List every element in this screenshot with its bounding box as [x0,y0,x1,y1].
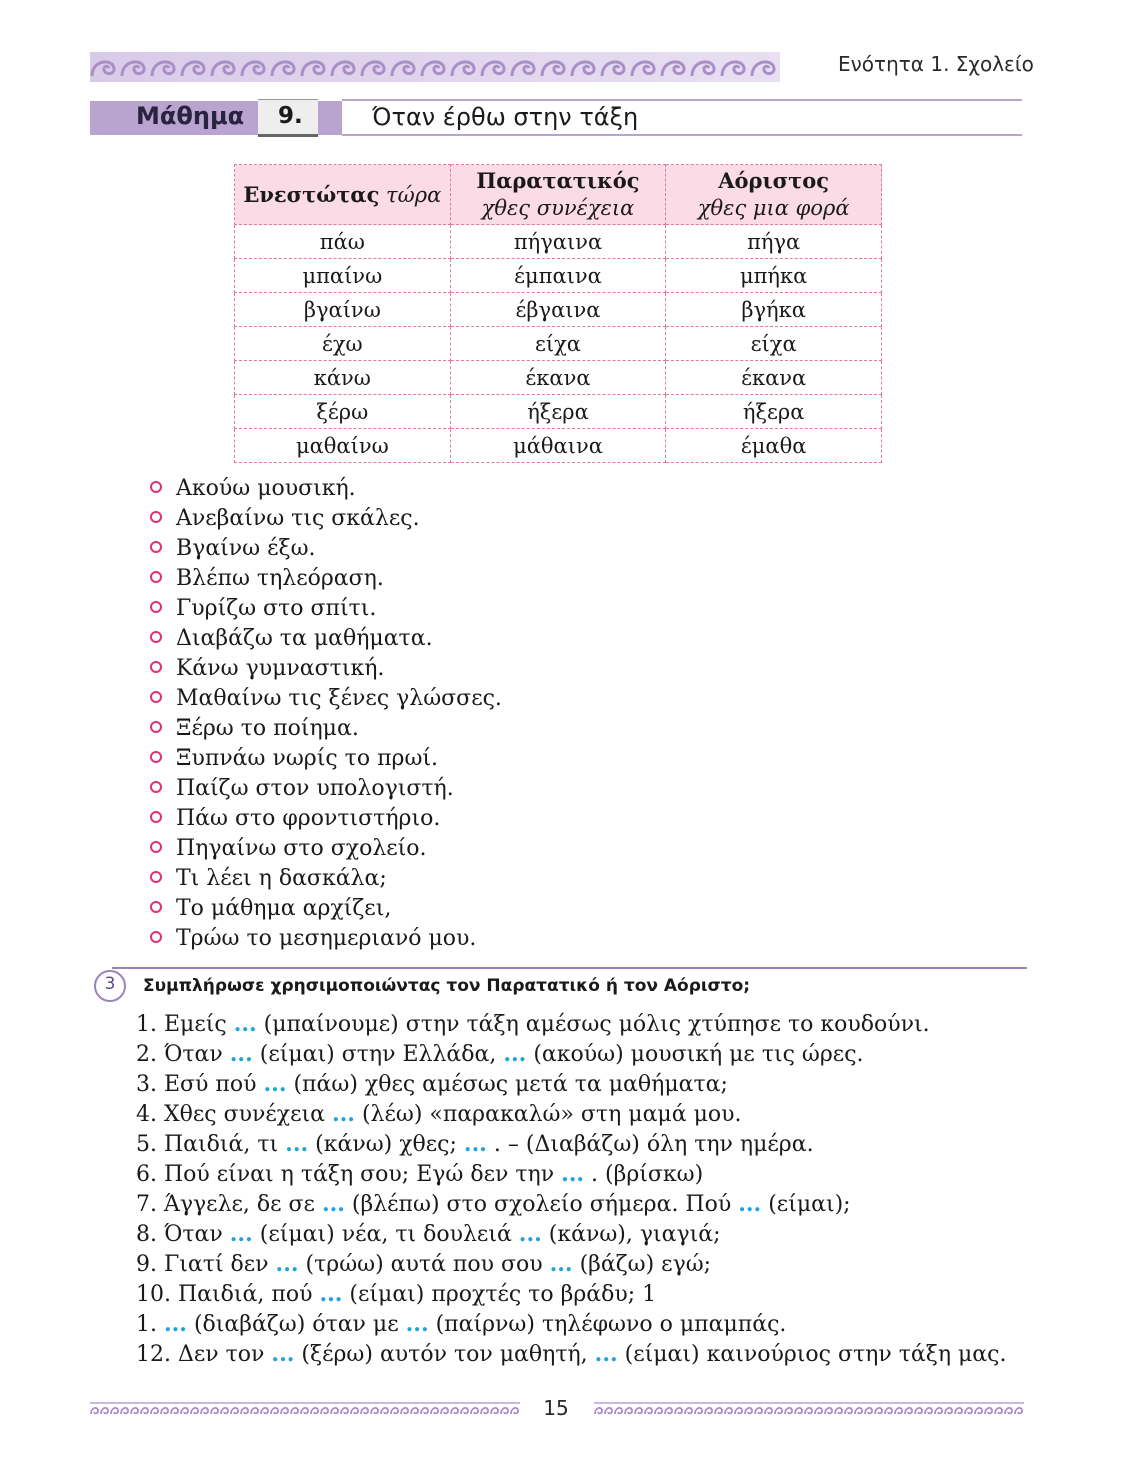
exercise-text: (είμαι) στην Ελλάδα, [252,1042,504,1067]
blank-marker: ... [503,1041,527,1067]
header-aorist: Αόριστος χθες μια φορά [666,165,882,225]
exercise-text: (κάνω), γιαγιά; [541,1222,721,1247]
lesson-word: Μάθημα [136,102,245,130]
blank-marker: ... [518,1221,542,1247]
exercise-line [136,1219,1006,1249]
table-row [235,225,882,259]
exercise-text: (είμαι) καινούριος στην τάξη μας. [617,1342,1007,1367]
bullet-icon [150,751,162,763]
exercise-text: 2. Όταν [136,1042,230,1067]
list-item: Τι λέει η δασκάλα; [148,864,502,894]
exercise-line [136,1069,1006,1099]
table-cell: έμπαινα [450,259,666,293]
exercise-text: . (βρίσκω) [584,1162,704,1187]
list-item: Ξυπνάω νωρίς το πρωί. [148,744,502,774]
blank-marker: ... [561,1161,585,1187]
table-cell: πήγαινα [450,225,666,259]
footer-wave-left [90,1402,520,1418]
table-row [235,429,882,463]
table-header-row [235,165,882,225]
exercise-text: 8. Όταν [136,1222,230,1247]
blank-marker: ... [321,1191,345,1217]
unit-label: Ενότητα 1. Σχολείο [838,52,1034,76]
exercise-line [136,1129,1006,1159]
table-cell: ξέρω [235,395,451,429]
blank-marker: ... [271,1341,295,1367]
list-item: Βλέπω τηλεόραση. [148,564,502,594]
table-cell: μπήκα [666,259,882,293]
table-cell: ήξερα [450,395,666,429]
exercise-text: 1. Εμείς [136,1012,234,1037]
bullet-icon [150,781,162,793]
table-cell: έχω [235,327,451,361]
table-cell: έκανα [450,361,666,395]
bullet-icon [150,871,162,883]
exercise-text: (πάω) χθες αμέσως μετά τα μαθήματα; [286,1072,728,1097]
exercise-line [136,1039,1006,1069]
bullet-icon [150,601,162,613]
exercise-text: (βάζω) εγώ; [572,1252,712,1277]
bullet-icon [150,931,162,943]
list-item: Πηγαίνω στο σχολείο. [148,834,502,864]
blank-marker: ... [331,1101,355,1127]
lesson-title: Όταν έρθω στην τάξη [372,103,639,131]
bullet-icon [150,661,162,673]
table-cell: πήγα [666,225,882,259]
sentence-list [148,474,502,954]
table-row [235,361,882,395]
blank-marker: ... [319,1281,343,1307]
blank-marker: ... [594,1341,618,1367]
list-item: Ξέρω το ποίημα. [148,714,502,744]
list-item: Το μάθημα αρχίζει, [148,894,502,924]
exercise-text: (είμαι); [761,1192,851,1217]
blank-marker: ... [163,1311,187,1337]
bullet-icon [150,691,162,703]
bullet-icon [150,631,162,643]
exercise-line [136,1009,1006,1039]
exercise-text: 10. Παιδιά, πού [136,1282,320,1307]
exercise-text: (μπαίνουμε) στην τάξη αμέσως μόλις χτύπησε το κουδούνι. [256,1012,930,1037]
exercise-text: (ξέρω) αυτόν τον μαθητή, [294,1342,595,1367]
table-cell: μάθαινα [450,429,666,463]
table-cell: έμαθα [666,429,882,463]
table-cell: κάνω [235,361,451,395]
bullet-icon [150,571,162,583]
exercise-text: 9. Γιατί δεν [136,1252,276,1277]
exercise-text: (λέω) «παρακαλώ» στη μαμά μου. [354,1102,742,1127]
table-row [235,259,882,293]
blank-marker: ... [263,1071,287,1097]
exercise-text: 12. Δεν τον [136,1342,272,1367]
footer-wave-right [594,1402,1024,1418]
exercise-line [136,1279,1006,1309]
blank-marker: ... [405,1311,429,1337]
exercise-line [136,1159,1006,1189]
list-item: Διαβάζω τα μαθήματα. [148,624,502,654]
bullet-icon [150,721,162,733]
exercise-line [136,1189,1006,1219]
exercise-text: (είμαι) νέα, τι δουλειά [252,1222,519,1247]
blank-marker: ... [549,1251,573,1277]
table-cell: έβγαινα [450,293,666,327]
exercise-text: 4. Χθες συνέχεια [136,1102,332,1127]
blank-marker: ... [229,1221,253,1247]
header-present: Ενεστώτας τώρα [235,165,451,225]
list-item: Μαθαίνω τις ξένες γλώσσες. [148,684,502,714]
exercise-text: . – (Διαβάζω) όλη την ημέρα. [486,1132,814,1157]
exercise-divider [112,967,1027,969]
table-cell: είχα [666,327,882,361]
table-row [235,293,882,327]
table-cell: βγαίνω [235,293,451,327]
table-cell: μαθαίνω [235,429,451,463]
blank-marker: ... [275,1251,299,1277]
blank-marker: ... [285,1131,309,1157]
table-cell: ήξερα [666,395,882,429]
exercise-text: (είμαι) προχτές το βράδυ; 1 [342,1282,657,1307]
bullet-icon [150,901,162,913]
table-row [235,395,882,429]
exercise-text: (βλέπω) στο σχολείο σήμερα. Πού [344,1192,739,1217]
exercise-line [136,1339,1006,1369]
exercise-text: 7. Άγγελε, δε σε [136,1192,322,1217]
table-cell: έκανα [666,361,882,395]
exercise-text: (παίρνω) τηλέφωνο ο μπαμπάς. [428,1312,787,1337]
table-cell: πάω [235,225,451,259]
table-row [235,327,882,361]
page-number: 15 [543,1396,569,1420]
lesson-header [90,99,1022,137]
lesson-number: 9. [278,103,303,129]
list-item: Ακούω μουσική. [148,474,502,504]
blank-marker: ... [463,1131,487,1157]
exercise-line [136,1309,1006,1339]
table-cell: μπαίνω [235,259,451,293]
list-item: Τρώω το μεσημεριανό μου. [148,924,502,954]
bullet-icon [150,541,162,553]
exercise-text: 5. Παιδιά, τι [136,1132,286,1157]
bullet-icon [150,511,162,523]
table-cell: βγήκα [666,293,882,327]
list-item: Γυρίζω στο σπίτι. [148,594,502,624]
list-item: Παίζω στον υπολογιστή. [148,774,502,804]
list-item: Βγαίνω έξω. [148,534,502,564]
bullet-icon [150,841,162,853]
exercise-text: (διαβάζω) όταν με [186,1312,406,1337]
exercise-number-badge [94,970,126,1002]
list-item: Κάνω γυμναστική. [148,654,502,684]
blank-marker: ... [229,1041,253,1067]
blank-marker: ... [738,1191,762,1217]
exercise-text: 6. Πού είναι η τάξη σου; Εγώ δεν την [136,1162,562,1187]
header-imperfect: Παρατατικός χθες συνέχεια [450,165,666,225]
decorative-wave-band [90,52,780,82]
verb-table [234,164,882,463]
exercise-text: (ακούω) μουσική με τις ώρες. [526,1042,864,1067]
lesson-number-box [258,99,318,137]
exercise-text: (κάνω) χθες; [308,1132,464,1157]
exercise-line [136,1099,1006,1129]
exercise-line [136,1249,1006,1279]
list-item: Πάω στο φροντιστήριο. [148,804,502,834]
list-item: Ανεβαίνω τις σκάλες. [148,504,502,534]
exercise-text: 3. Εσύ πού [136,1072,264,1097]
exercise-instruction: Συμπλήρωσε χρησιμοποιώντας τον Παρατατικό ή τον Αόριστο; [143,976,751,996]
exercise-number: 3 [104,974,116,994]
table-cell: είχα [450,327,666,361]
exercise-text: 1. [136,1312,164,1337]
blank-marker: ... [233,1011,257,1037]
exercise-lines [136,1009,1006,1369]
exercise-text: (τρώω) αυτά που σου [298,1252,550,1277]
bullet-icon [150,811,162,823]
bullet-icon [150,481,162,493]
